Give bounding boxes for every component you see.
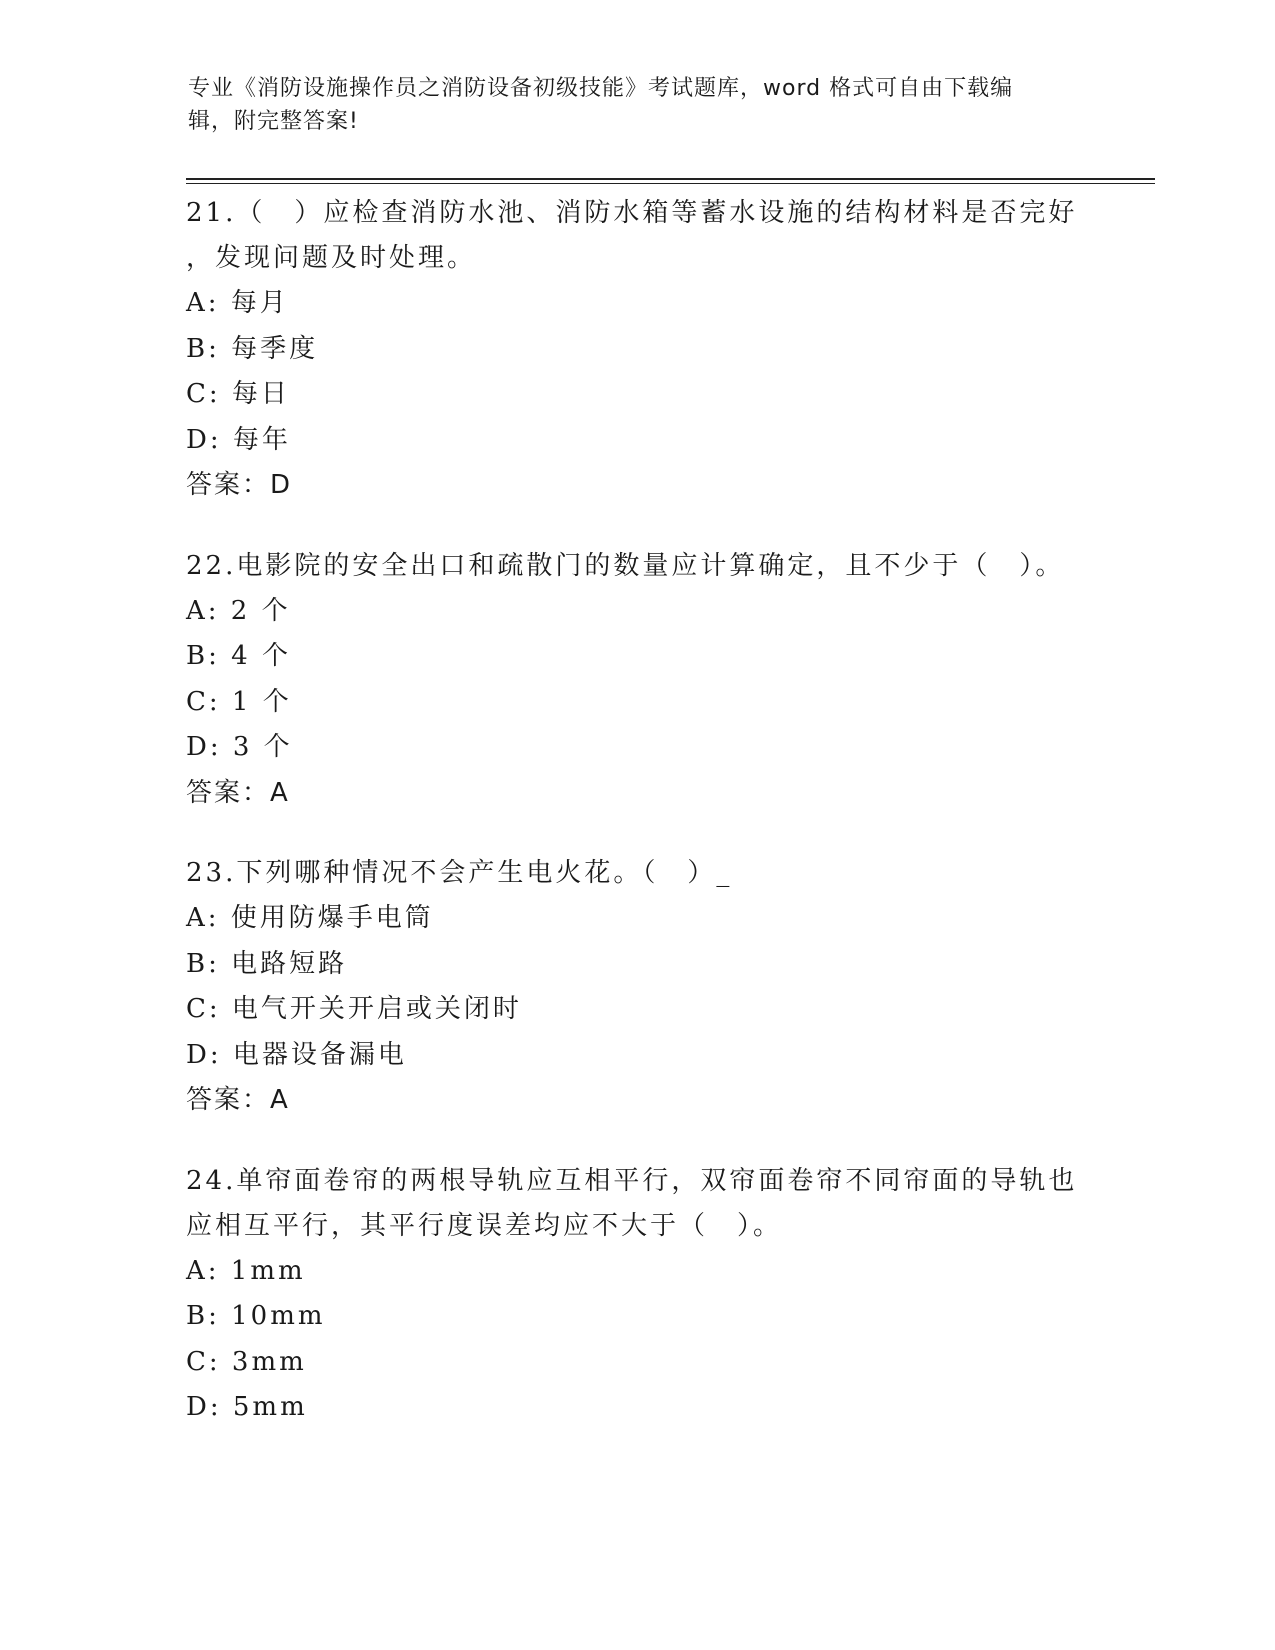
option-a: A: 每月 — [186, 288, 289, 318]
question-21 — [186, 191, 1086, 509]
question-text-line: 24.单帘面卷帘的两根导轨应互相平行，双帘面卷帘不同帘面的导轨也 — [186, 1165, 1078, 1196]
question-text-line: 23.下列哪种情况不会产生电火花。（ ）_ — [186, 858, 733, 888]
option-d: D: 每年 — [186, 424, 291, 455]
document-intro — [188, 72, 1068, 138]
answer-line — [186, 771, 1086, 817]
question-text-line: ，发现问题及时处理。 — [186, 243, 477, 273]
question-text-line: 22.电影院的安全出口和疏散门的数量应计算确定，且不少于（ ）。 — [186, 550, 1065, 581]
option-c: C: 3mm — [186, 1346, 307, 1377]
question-22 — [186, 544, 1086, 817]
option-b: B: 4 个 — [186, 641, 291, 671]
option-d: D: 电器设备漏电 — [186, 1039, 407, 1070]
option-a: A: 1mm — [186, 1255, 306, 1286]
option-b: B: 电路短路 — [186, 948, 348, 979]
answer-value: A — [270, 1085, 290, 1115]
option-c: C: 电气开关开启或关闭时 — [186, 994, 522, 1024]
intro-line-1: 专业《消防设施操作员之消防设备初级技能》考试题库，word 格式可自由下载编 — [188, 76, 1014, 101]
option-a: A: 2 个 — [186, 595, 291, 626]
option-c: C: 每日 — [186, 379, 290, 409]
question-24 — [186, 1159, 1086, 1431]
answer-label: 答案： — [186, 1085, 271, 1115]
question-text-line: 21.（ ）应检查消防水池、消防水箱等蓄水设施的结构材料是否完好 — [186, 198, 1078, 228]
question-text-line: 应相互平行，其平行度误差均应不大于（ ）。 — [186, 1210, 783, 1241]
answer-line — [186, 1078, 1086, 1124]
option-b: B: 每季度 — [186, 333, 319, 364]
answer-value: A — [270, 777, 290, 808]
option-d: D: 3 个 — [186, 732, 293, 762]
answer-label: 答案： — [186, 470, 271, 500]
answer-line — [186, 463, 1086, 509]
option-a: A: 使用防爆手电筒 — [186, 903, 434, 933]
question-23 — [186, 851, 1086, 1124]
answer-label: 答案： — [186, 777, 271, 808]
option-c: C: 1 个 — [186, 686, 292, 717]
question-list — [186, 191, 1086, 1466]
header-divider-thin — [186, 183, 1155, 184]
option-d: D: 5mm — [186, 1392, 308, 1422]
option-b: B: 10mm — [186, 1301, 326, 1331]
answer-value: D — [270, 470, 293, 500]
intro-line-2: 辑，附完整答案! — [188, 109, 359, 134]
header-divider-thick — [186, 178, 1155, 180]
